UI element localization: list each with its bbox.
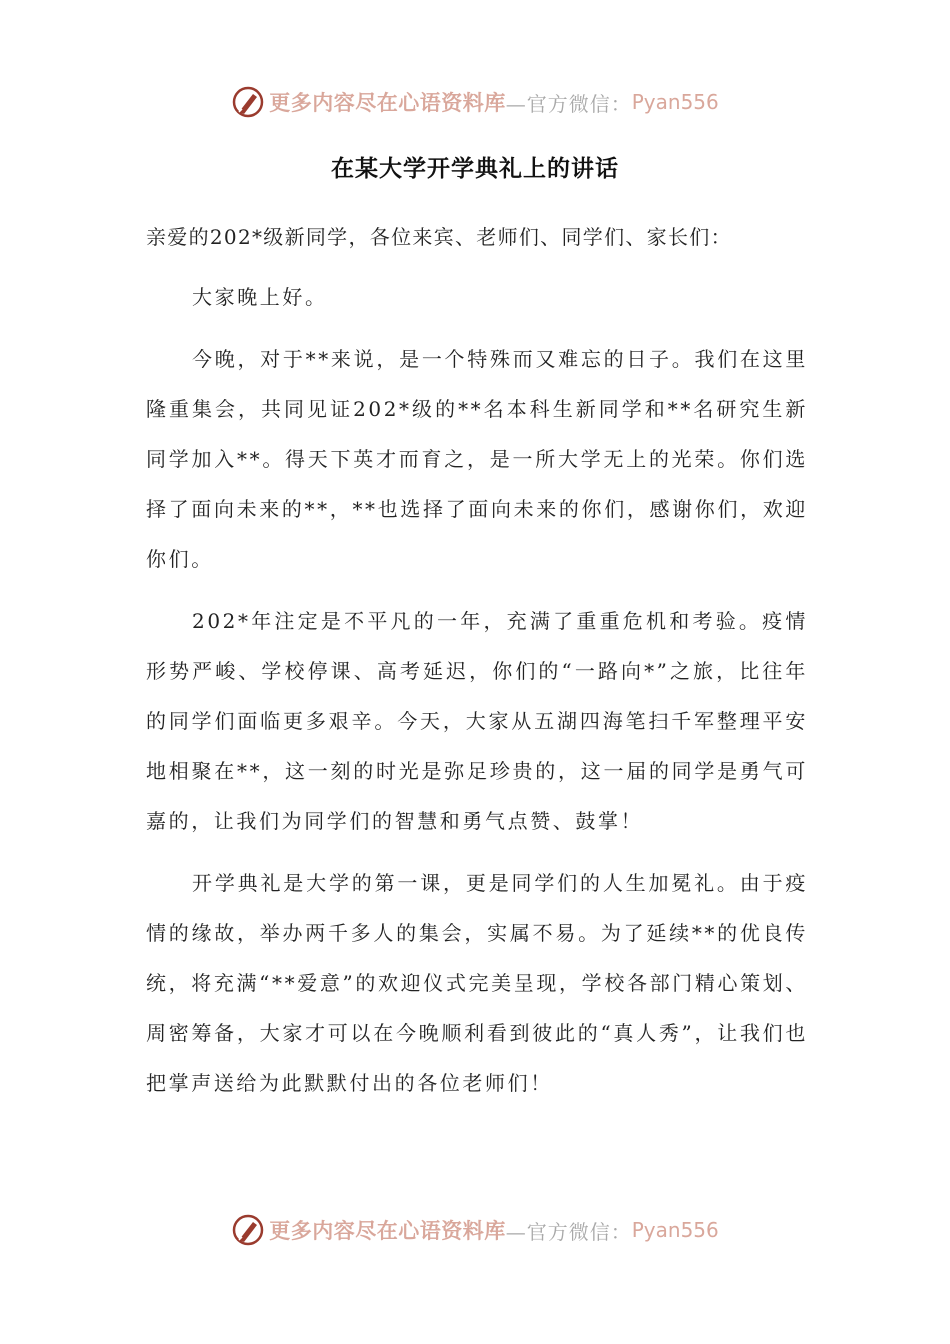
banner-text-main: 更多内容尽在心语资料库 (269, 90, 506, 115)
banner-text-wechat: —官方微信： (505, 1219, 632, 1244)
banner-text-id: Pyan556 (631, 90, 719, 114)
banner-text-wechat: —官方微信： (505, 91, 632, 116)
document-title: 在某大学开学典礼上的讲话 (331, 156, 619, 182)
paragraph-1: 大家晚上好。 (192, 285, 328, 309)
paragraph-3: 202*年注定是不平凡的一年，充满了重重危机和考验。疫情形势严峻、学校停课、高考延迟，你们的“一路向*”之旅，比往年的同学们面临更多艰辛。今天，大家从五湖四海笔扫千军整理平安地相聚在**，这一刻的时光是弥足珍贵的，这一届的同学是勇气可嘉的，让我们为同学们的智慧和勇气点赞、鼓掌！ (146, 609, 808, 833)
salutation: 亲爱的202*级新同学，各位来宾、老师们、同学们、家长们： (146, 225, 732, 249)
header-banner (0, 82, 950, 122)
paragraph-2: 今晚，对于**来说，是一个特殊而又难忘的日子。我们在这里隆重集会，共同见证202*级的**名本科生新同学和**名研究生新同学加入**。得天下英才而育之，是一所大学无上的光荣。你们选择了面向未来的**，**也选择了面向未来的你们，感谢你们，欢迎你们。 (146, 347, 808, 571)
paragraph-4: 开学典礼是大学的第一课，更是同学们的人生加冕礼。由于疫情的缘故，举办两千多人的集会，实属不易。为了延续**的优良传统，将充满“**爱意”的欢迎仪式完美呈现，学校各部门精心策划、周密筹备，大家才可以在今晚顺利看到彼此的“真人秀”，让我们也把掌声送给为此默默付出的各位老师们！ (146, 871, 808, 1095)
pen-nib-logo-icon (231, 1213, 265, 1247)
banner-text-main: 更多内容尽在心语资料库 (269, 1218, 506, 1243)
footer-banner (0, 1210, 950, 1250)
pen-nib-logo-icon (231, 85, 265, 119)
banner-text-id: Pyan556 (631, 1218, 719, 1242)
document-body (146, 212, 808, 1120)
